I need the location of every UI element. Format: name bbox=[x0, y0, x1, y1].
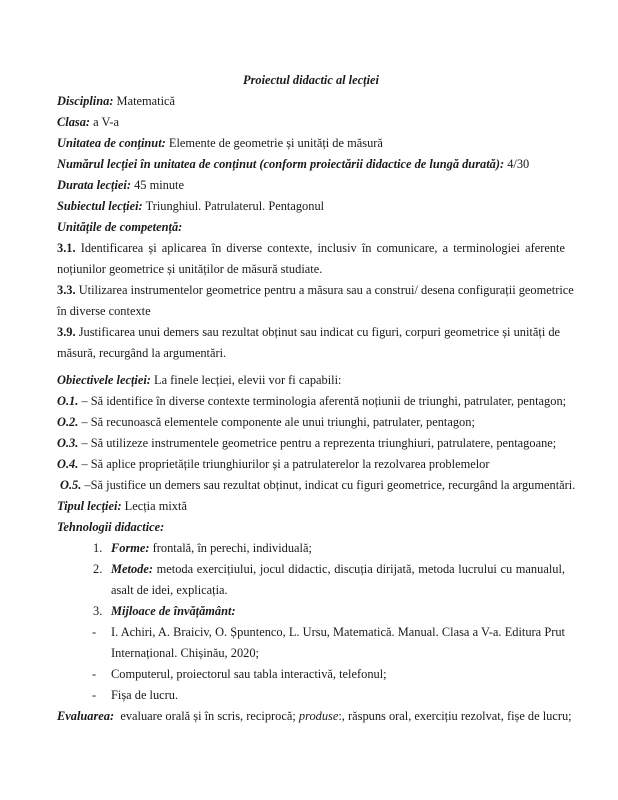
field-label: Clasa: bbox=[57, 115, 91, 129]
objective-text: – Să aplice proprietățile triunghiurilor și a patrulaterelor la rezolvarea problemelor bbox=[78, 457, 490, 471]
list-number: 3. bbox=[93, 604, 103, 618]
field-value: a V-a bbox=[90, 115, 119, 129]
objective-code: O.5. bbox=[60, 478, 82, 492]
competence-text: Utilizarea instrumentelor geometrice pentru a măsura sau a construi/ desena configurații geometrice bbox=[75, 283, 574, 297]
list-number: 2. bbox=[93, 562, 103, 576]
field-value: Elemente de geometrie și unități de măsură bbox=[165, 136, 383, 150]
technology-label: Metode: bbox=[111, 562, 153, 576]
objective-item bbox=[57, 412, 565, 433]
lesson-type-value: Lecția mixtă bbox=[121, 499, 187, 513]
technology-value: frontală, în perechi, individuală; bbox=[149, 541, 312, 555]
field-value: 4/30 bbox=[504, 157, 530, 171]
technology-item-methods bbox=[57, 559, 565, 601]
objective-item bbox=[57, 454, 565, 475]
resource-text: Computerul, proiectorul sau tabla interactivă, telefonul; bbox=[111, 667, 387, 681]
technologies-heading: Tehnologii didactice: bbox=[57, 520, 165, 534]
competence-item bbox=[57, 280, 574, 322]
evaluation bbox=[57, 706, 572, 727]
competence-number: 3.1. bbox=[57, 241, 76, 255]
technology-value: metoda exercițiului, jocul didactic, discuția dirijată, metoda lucrului cu manualul, bbox=[152, 562, 565, 576]
field-label: Numărul lecției în unitatea de conținut (conform proiectării didactice de lungă durată): bbox=[57, 157, 505, 171]
field-content-unit bbox=[57, 133, 565, 154]
objective-code: O.2. bbox=[57, 415, 79, 429]
competence-text-cont: noțiunilor geometrice și unităților de măsură studiate. bbox=[57, 262, 323, 276]
evaluation-label: Evaluarea: bbox=[57, 709, 115, 723]
list-number: 1. bbox=[93, 541, 103, 555]
competence-item bbox=[57, 238, 565, 280]
competence-number: 3.3. bbox=[57, 283, 76, 297]
field-value: Matematică bbox=[113, 94, 176, 108]
objective-code: O.3. bbox=[57, 436, 79, 450]
objective-text: –Să justifice un demers sau rezultat obținut, indicat cu figuri geometrice, recurgând la argumentări. bbox=[81, 478, 576, 492]
evaluation-products-label: produse bbox=[298, 709, 339, 723]
objectives-intro: La finele lecției, elevii vor fi capabili: bbox=[150, 373, 342, 387]
evaluation-text-cont: :, răspuns oral, exercițiu rezolvat, fișe de lucru; bbox=[338, 709, 572, 723]
objectives-heading bbox=[57, 370, 565, 391]
objective-text: – Să identifice în diverse contexte terminologia aferentă noțiunii de triunghi, patrulater, pentagon; bbox=[78, 394, 567, 408]
evaluation-text: evaluare orală și în scris, reciprocă; bbox=[114, 709, 299, 723]
technology-item-forms bbox=[57, 538, 565, 559]
objective-text: – Să utilizeze instrumentele geometrice pentru a reprezenta triunghiuri, patrulatere, pentagoane; bbox=[78, 436, 557, 450]
technology-label: Mijloace de învățământ: bbox=[111, 604, 236, 618]
field-label: Subiectul lecției: bbox=[57, 199, 143, 213]
resource-item bbox=[57, 664, 565, 685]
resource-item bbox=[57, 685, 565, 706]
competence-text-cont: măsură, recurgând la argumentări. bbox=[57, 346, 227, 360]
document-page bbox=[57, 70, 576, 727]
field-subject bbox=[57, 196, 565, 217]
objectives-label: Obiectivele lecției: bbox=[57, 373, 151, 387]
resource-item bbox=[57, 622, 565, 664]
competence-text-cont: în diverse contexte bbox=[57, 304, 151, 318]
objective-item bbox=[57, 433, 565, 454]
field-value: 45 minute bbox=[131, 178, 184, 192]
field-label: Durata lecției: bbox=[57, 178, 131, 192]
field-label: Disciplina: bbox=[57, 94, 114, 108]
competence-text: Identificarea și aplicarea în diverse contexte, inclusiv în comunicare, a terminologiei aferente bbox=[75, 241, 565, 255]
resource-text-cont: Internațional. Chișinău, 2020; bbox=[111, 646, 259, 660]
objective-code: O.4. bbox=[57, 457, 79, 471]
objective-item bbox=[57, 391, 565, 412]
competence-number: 3.9. bbox=[57, 325, 76, 339]
lesson-type-label: Tipul lecției: bbox=[57, 499, 122, 513]
dash-bullet: - bbox=[92, 667, 97, 681]
field-lesson-number bbox=[57, 154, 565, 175]
competence-text: Justificarea unui demers sau rezultat obținut sau indicat cu figuri, corpuri geometrice și unități de bbox=[75, 325, 561, 339]
competences-heading: Unitățile de competență: bbox=[57, 220, 183, 234]
field-discipline bbox=[57, 91, 565, 112]
dash-bullet: - bbox=[92, 625, 97, 639]
field-class bbox=[57, 112, 565, 133]
field-value: Triunghiul. Patrulaterul. Pentagonul bbox=[142, 199, 325, 213]
technology-item-means bbox=[57, 601, 565, 622]
technology-label: Forme: bbox=[111, 541, 150, 555]
objective-item bbox=[57, 475, 576, 496]
field-label: Unitatea de conținut: bbox=[57, 136, 166, 150]
resource-text: Fișa de lucru. bbox=[111, 688, 179, 702]
lesson-type bbox=[57, 496, 565, 517]
competence-item bbox=[57, 322, 565, 364]
field-duration bbox=[57, 175, 565, 196]
objective-text: – Să recunoască elementele componente ale unui triunghi, patrulater, pentagon; bbox=[78, 415, 475, 429]
resource-text: I. Achiri, A. Braiciv, O. Șpuntenco, L. Ursu, Matematică. Manual. Clasa a V-a. Editura Prut bbox=[111, 625, 565, 639]
objective-code: O.1. bbox=[57, 394, 79, 408]
technology-value-cont: asalt de idei, explicația. bbox=[111, 583, 228, 597]
document-title: Proiectul didactic al lecției bbox=[243, 73, 379, 87]
dash-bullet: - bbox=[92, 688, 97, 702]
